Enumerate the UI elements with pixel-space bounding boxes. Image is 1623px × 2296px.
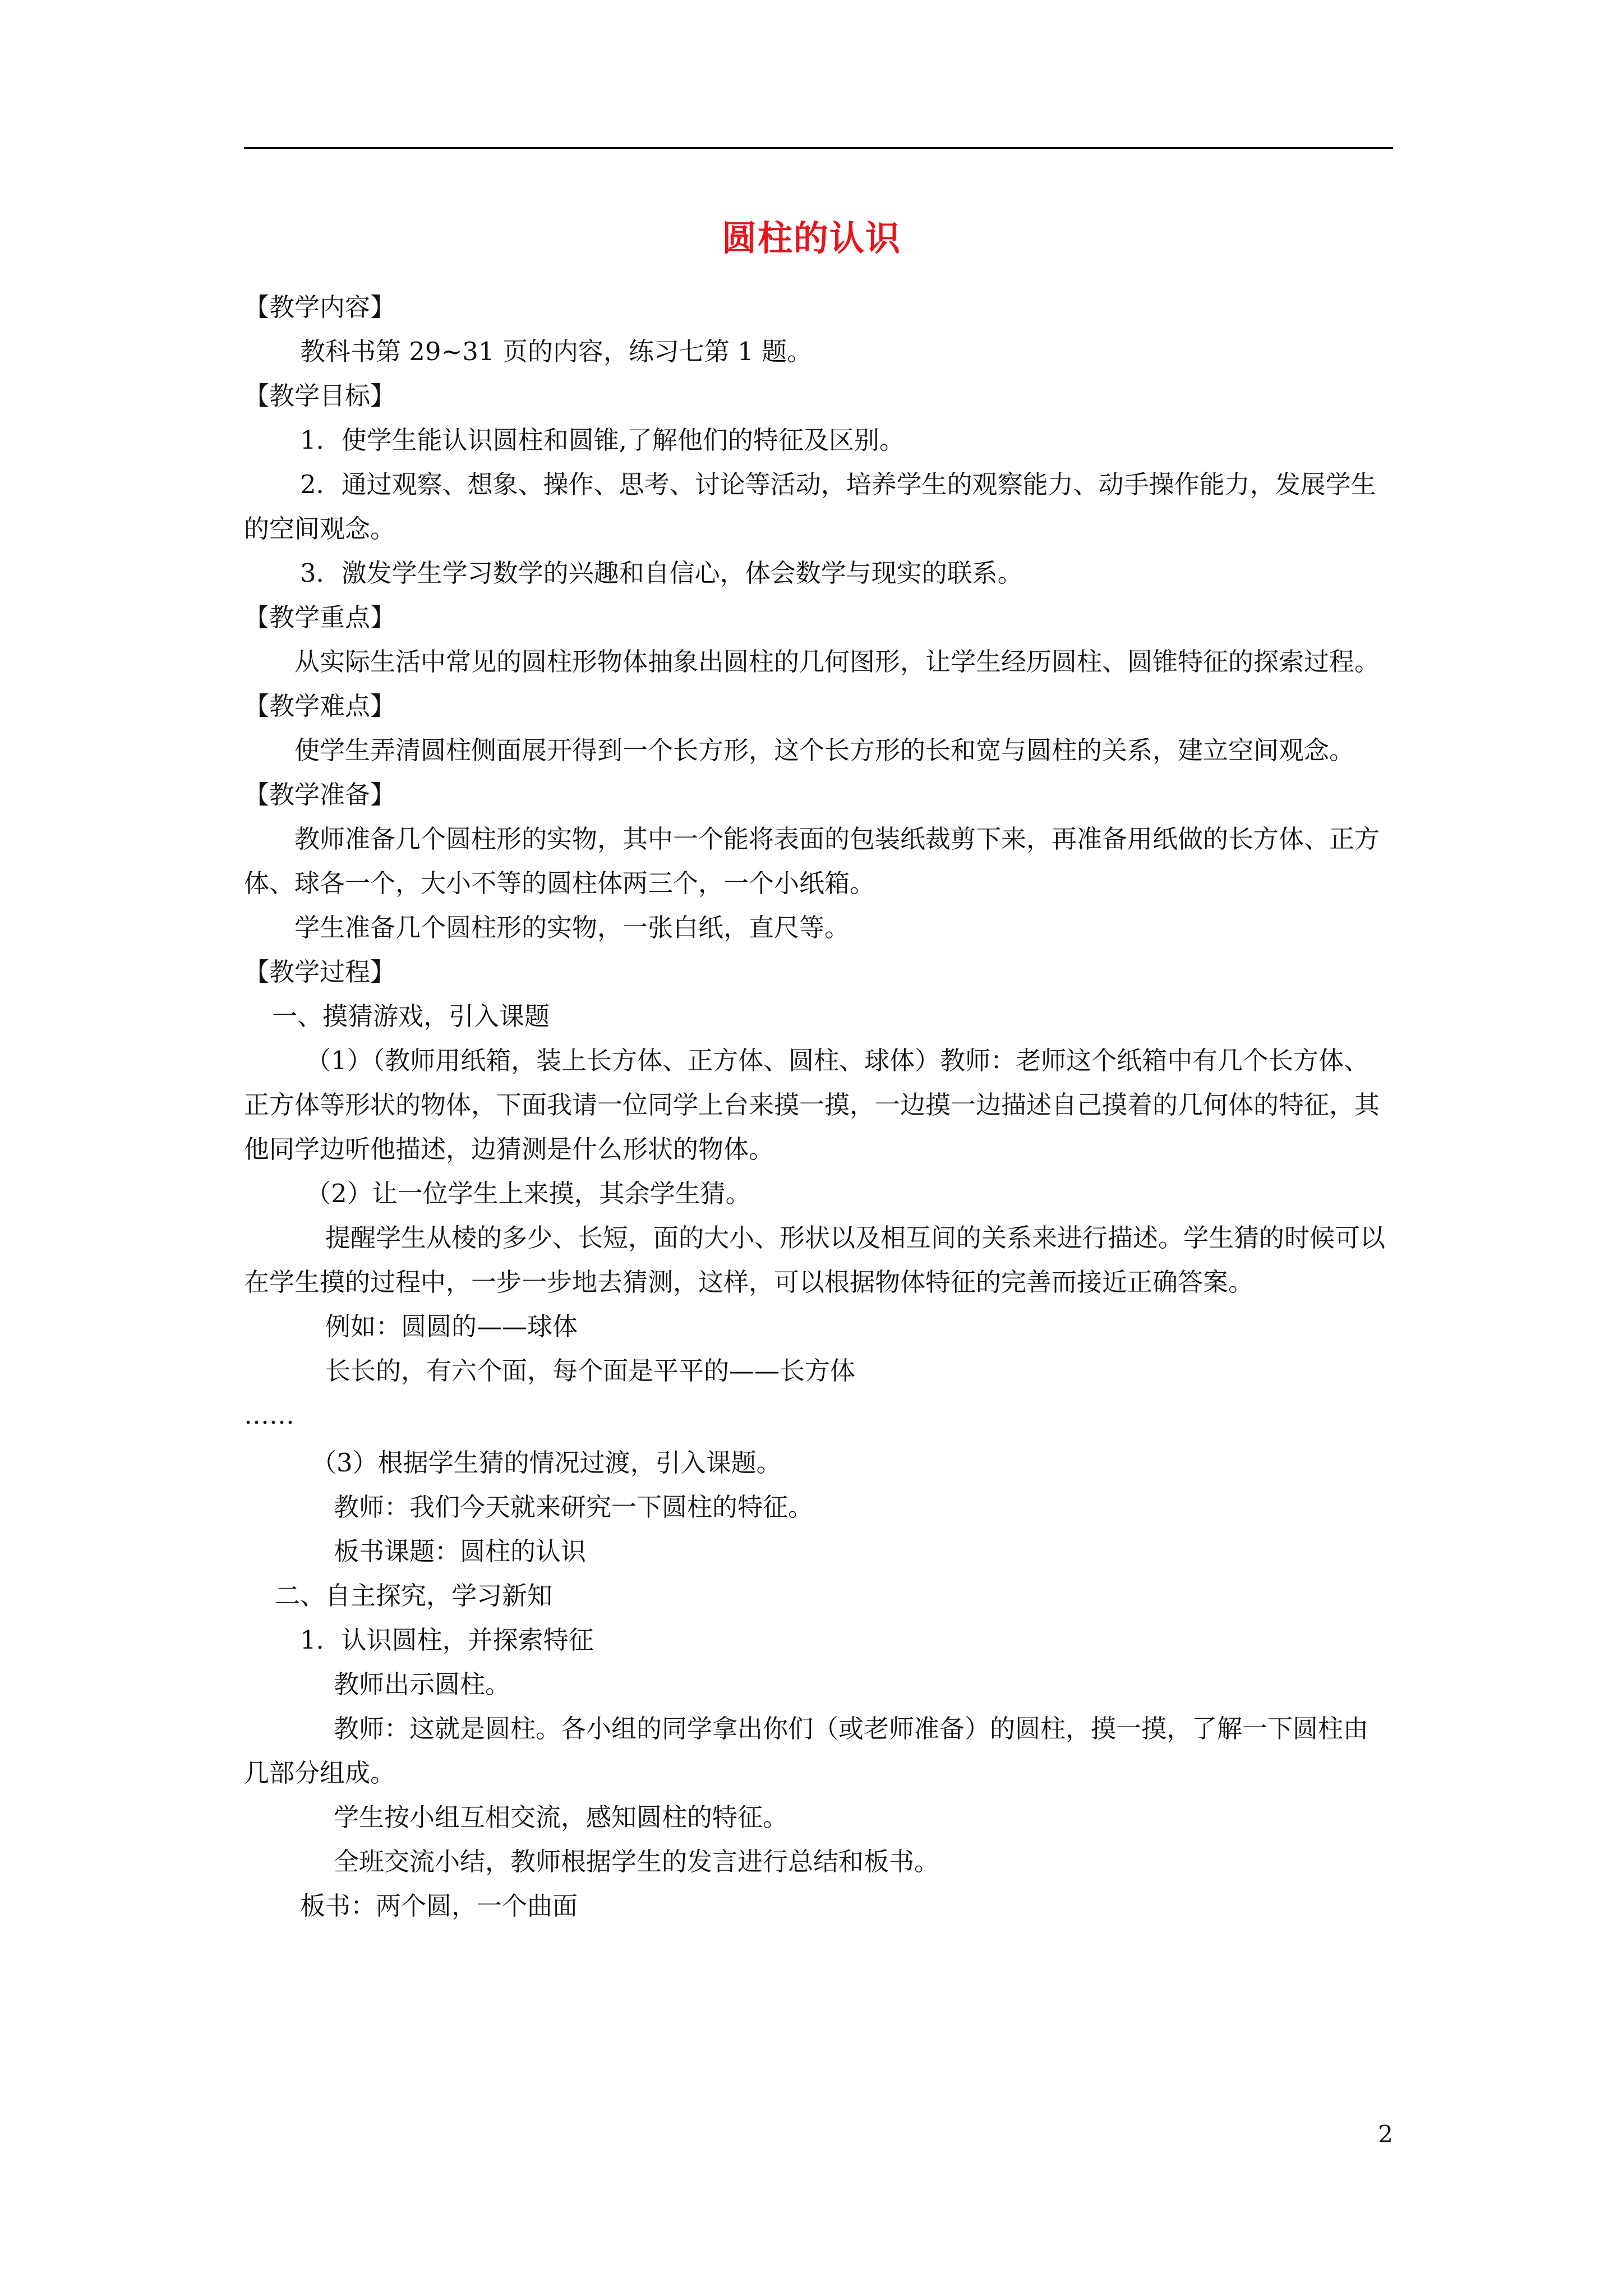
part2-board-line: 板书：两个圆，一个曲面 bbox=[300, 1891, 578, 1921]
part1-teacher-line: 教师：我们今天就来研究一下圆柱的特征。 bbox=[334, 1492, 814, 1522]
document-body bbox=[244, 285, 1393, 1928]
part2-teacher-line: 教师：这就是圆柱。各小组的同学拿出你们（或老师准备）的圆柱，摸一摸，了解一下圆柱由几部分组成。 bbox=[244, 1714, 1369, 1788]
difficulty-text: 使学生弄清圆柱侧面展开得到一个长方形，这个长方形的长和宽与圆柱的关系，建立空间观念。 bbox=[294, 735, 1355, 765]
section-heading-content: 【教学内容】 bbox=[244, 292, 396, 322]
part2-title: 二、自主探究，学习新知 bbox=[275, 1581, 553, 1611]
part1-example-1: 例如：圆圆的——球体 bbox=[325, 1312, 578, 1341]
part1-title: 一、摸猜游戏，引入课题 bbox=[272, 1001, 550, 1031]
prep-teacher-text: 教师准备几个圆柱形的实物，其中一个能将表面的包装纸裁剪下来，再准备用纸做的长方体、正方体、球各一个，大小不等的圆柱体两三个，一个小纸箱。 bbox=[244, 824, 1380, 898]
part2-summary-line: 全班交流小结，教师根据学生的发言进行总结和板书。 bbox=[334, 1847, 940, 1876]
section-heading-key: 【教学重点】 bbox=[244, 602, 396, 632]
document-title: 圆柱的认识 bbox=[721, 218, 901, 259]
part1-ellipsis: …… bbox=[244, 1400, 294, 1430]
page-number: 2 bbox=[1378, 2120, 1393, 2148]
key-text: 从实际生活中常见的圆柱形物体抽象出圆柱的几何图形，让学生经历圆柱、圆锥特征的探索过程。 bbox=[294, 647, 1380, 677]
content-text: 教科书第 29~31 页的内容，练习七第 1 题。 bbox=[300, 337, 813, 366]
part2-group-line: 学生按小组互相交流，感知圆柱的特征。 bbox=[334, 1802, 789, 1832]
part1-example-2: 长长的，有六个面，每个面是平平的——长方体 bbox=[325, 1356, 856, 1386]
part2-show: 教师出示圆柱。 bbox=[334, 1669, 511, 1699]
goal-item-3: 3．激发学生学习数学的兴趣和自信心，体会数学与现实的联系。 bbox=[300, 558, 1023, 588]
prep-student-text: 学生准备几个圆柱形的实物，一张白纸，直尺等。 bbox=[294, 913, 850, 942]
part1-step2: （2）让一位学生上来摸，其余学生猜。 bbox=[306, 1179, 751, 1208]
goal-item-1: 1．使学生能认识圆柱和圆锥,了解他们的特征及区别。 bbox=[300, 425, 905, 455]
section-heading-process: 【教学过程】 bbox=[244, 957, 396, 987]
part1-step1: （1）（教师用纸箱，装上长方体、正方体、圆柱、球体）教师：老师这个纸箱中有几个长方体、正方体等形状的物体，下面我请一位同学上台来摸一摸，一边摸一边描述自己摸着的几何体的特征，其他同学边听他描述，边猜测是什么形状的物体。 bbox=[244, 1046, 1380, 1164]
section-heading-difficulty: 【教学难点】 bbox=[244, 691, 396, 721]
goal-item-2: 2．通过观察、想象、操作、思考、讨论等活动，培养学生的观察能力、动手操作能力，发展学生的空间观念。 bbox=[244, 470, 1376, 544]
part1-step3: （3）根据学生猜的情况过渡，引入课题。 bbox=[311, 1448, 782, 1478]
part1-board-line: 板书课题：圆柱的认识 bbox=[334, 1536, 587, 1566]
section-heading-prep: 【教学准备】 bbox=[244, 780, 396, 809]
part2-subtitle-1: 1．认识圆柱，并探索特征 bbox=[300, 1625, 594, 1655]
section-heading-goals: 【教学目标】 bbox=[244, 381, 396, 411]
part1-hint: 提醒学生从棱的多少、长短，面的大小、形状以及相互间的关系来进行描述。学生猜的时候可以在学生摸的过程中，一步一步地去猜测，这样，可以根据物体特征的完善而接近正确答案。 bbox=[244, 1223, 1386, 1297]
header-rule bbox=[244, 147, 1393, 149]
